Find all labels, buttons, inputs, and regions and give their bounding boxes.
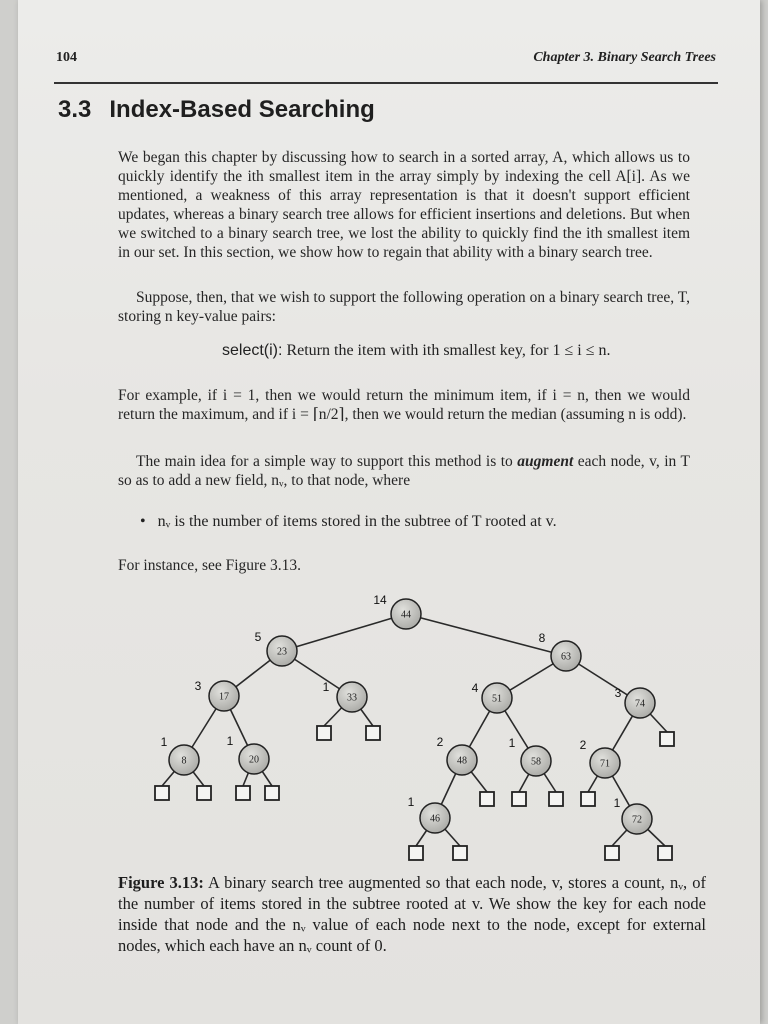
node-key: 17 <box>219 691 229 703</box>
augment-emphasis: augment <box>517 453 574 470</box>
paragraph-suppose: Suppose, then, that we wish to support the following operation on a binary search tree, T, storing n key-value pairs: <box>118 289 690 325</box>
external-node <box>265 786 279 800</box>
node-key: 58 <box>531 756 541 768</box>
paragraph-instance: For instance, see Figure 3.13. <box>118 557 301 574</box>
caption-text: A binary search tree augmented so that each node, v, stores a count, nᵥ, of the number of items stored in the subtree rooted at v. We show the key for each node inside that node and the nᵥ value of each node next to the node, except for external nodes, which each have an nᵥ count of 0. <box>118 873 706 955</box>
external-node <box>366 726 380 740</box>
paragraph-example: For example, if i = 1, then we would return the minimum item, if i = n, then we would return the maximum, and if i = ⌈n/2⌉, then we would return the median (assuming n is odd). <box>118 387 690 423</box>
external-node <box>236 786 250 800</box>
node-key: 46 <box>430 813 440 825</box>
chapter-title: Chapter 3. Binary Search Trees <box>533 50 716 65</box>
page-number: 104 <box>56 50 77 65</box>
node-key: 44 <box>401 609 411 621</box>
external-node <box>660 732 674 746</box>
node-count: 4 <box>471 681 479 695</box>
external-node <box>512 792 526 806</box>
select-name: select(i): <box>222 342 283 359</box>
node-count: 1 <box>508 736 516 750</box>
caption-label: Figure 3.13: <box>118 873 204 892</box>
node-key: 63 <box>561 651 571 663</box>
main-idea-end: each node, v, in T so as to add a new field, nᵥ, to that node, where <box>118 453 690 489</box>
external-node <box>453 846 467 860</box>
node-key: 74 <box>635 698 645 710</box>
node-key: 8 <box>181 755 187 767</box>
node-count: 5 <box>254 630 262 644</box>
node-count: 3 <box>194 679 202 693</box>
external-node <box>317 726 331 740</box>
external-node <box>480 792 494 806</box>
bullet-text: nᵥ is the number of items stored in the subtree of T rooted at v. <box>157 513 557 530</box>
bullet-dot: • <box>140 513 146 530</box>
external-node <box>605 846 619 860</box>
node-key: 51 <box>492 693 502 705</box>
external-node <box>155 786 169 800</box>
node-key: 48 <box>457 755 467 767</box>
external-node <box>658 846 672 860</box>
node-count: 1 <box>226 734 234 748</box>
section-title: Index-Based Searching <box>109 96 375 123</box>
node-count: 1 <box>407 795 415 809</box>
paragraph-intro: We began this chapter by discussing how to search in a sorted array, A, which allows us to quickly identify the ith smallest item in the array simply by indexing the cell A[i]. As we mentioned, a weakness of this array representation is that it doesn't support efficient updates, whereas a binary search tree allows for efficient insertions and deletions. But when we switched to a binary search tree, we lost the ability to quickly find the ith smallest item in our set. In this section, we show how to regain that ability with a binary search tree. <box>118 149 690 261</box>
node-count: 3 <box>614 686 622 700</box>
node-count: 14 <box>373 593 387 607</box>
node-count: 2 <box>436 735 444 749</box>
section-number: 3.3 <box>58 96 92 123</box>
tree-edge <box>282 614 406 651</box>
external-node <box>581 792 595 806</box>
node-count: 1 <box>613 796 621 810</box>
node-key: 71 <box>600 758 610 770</box>
node-count: 8 <box>538 631 546 645</box>
node-count: 1 <box>322 680 330 694</box>
node-key: 20 <box>249 754 259 766</box>
node-key: 23 <box>277 646 287 658</box>
node-key: 72 <box>632 814 642 826</box>
external-node <box>409 846 423 860</box>
node-count: 1 <box>160 735 168 749</box>
main-idea-start: The main idea for a simple way to support this method is to <box>136 453 518 470</box>
node-key: 33 <box>347 692 357 704</box>
external-node <box>549 792 563 806</box>
node-count: 2 <box>579 738 587 752</box>
figure-caption <box>118 872 706 956</box>
select-description: Return the item with ith smallest key, for 1 ≤ i ≤ n. <box>286 342 611 359</box>
external-node <box>197 786 211 800</box>
